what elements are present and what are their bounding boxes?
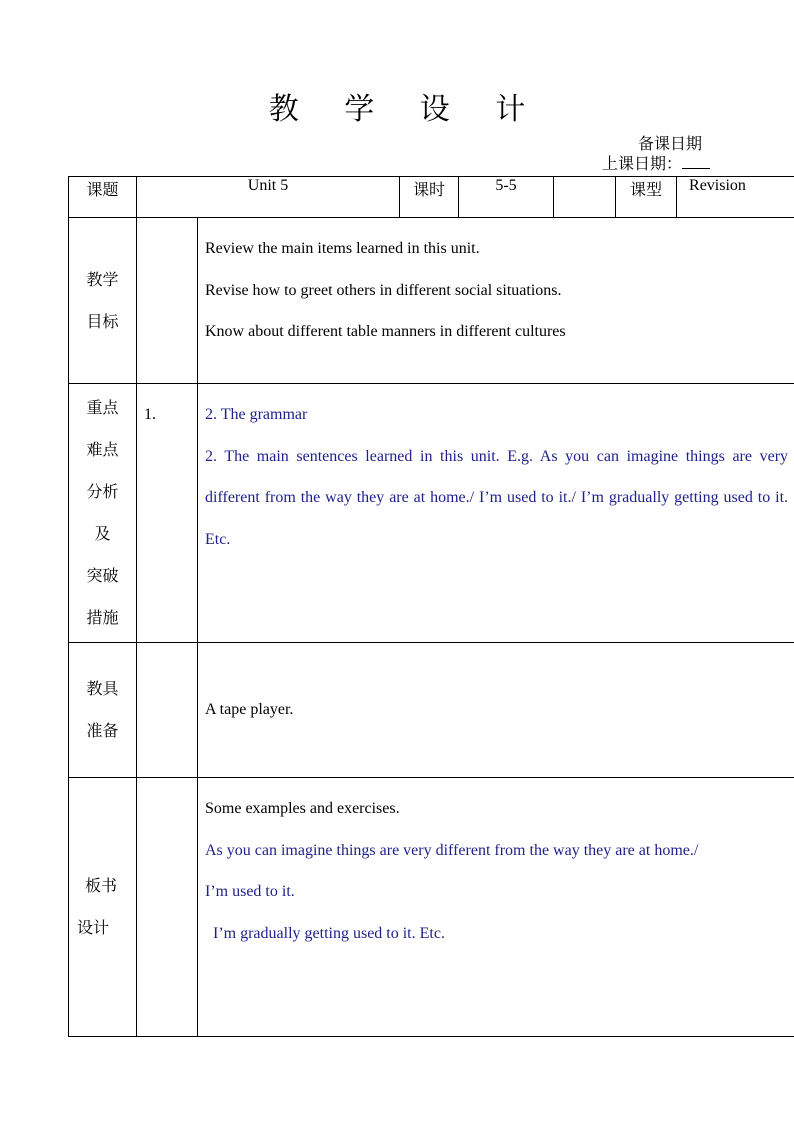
materials-label [69, 643, 137, 778]
key-points-row [69, 384, 794, 643]
board-content [198, 778, 794, 1037]
key-points-label [69, 384, 137, 643]
materials-label-line2: 准备 [86, 721, 119, 740]
materials-content: A tape player. [198, 643, 794, 778]
board-row [69, 778, 794, 1037]
page-title: 教 学 设 计 [268, 92, 544, 127]
board-label-line2: 设计 [77, 918, 110, 937]
objectives-content [198, 218, 794, 384]
key-points-label-line: 难点 [86, 440, 119, 459]
blank-cell [554, 177, 616, 218]
key-points-label-line: 及 [94, 524, 111, 543]
objective-line: Review the main items learned in this unit. [205, 240, 480, 257]
board-line: Some examples and exercises. [205, 800, 400, 817]
board-line: I’m used to it. [205, 883, 295, 900]
lesson-plan-table [68, 176, 794, 1037]
board-label-line1: 板书 [85, 876, 118, 895]
materials-empty-cell [137, 643, 198, 778]
class-date-field [580, 154, 720, 174]
objective-line: Know about different table manners in different cultures [205, 323, 566, 340]
type-value: Revision [677, 177, 794, 218]
key-points-label-line: 分析 [86, 482, 119, 501]
key-points-number: 1. [137, 384, 198, 643]
objectives-row [69, 218, 794, 384]
materials-label-line1: 教具 [86, 679, 119, 698]
class-date-blank[interactable] [682, 154, 710, 169]
materials-row [69, 643, 794, 778]
topic-value: Unit 5 [137, 177, 400, 218]
period-label: 课时 [400, 177, 459, 218]
key-points-content [198, 384, 794, 643]
objectives-label [69, 218, 137, 384]
header-row [69, 177, 794, 218]
objectives-label-line2: 目标 [86, 311, 119, 331]
objectives-label-line1: 教学 [86, 269, 119, 289]
date-fields [580, 134, 720, 174]
objectives-empty-cell [137, 218, 198, 384]
board-empty-cell [137, 778, 198, 1037]
key-points-label-line: 突破 [86, 566, 119, 585]
key-points-label-line: 重点 [86, 398, 119, 417]
topic-label: 课题 [69, 177, 137, 218]
type-label: 课型 [616, 177, 677, 218]
board-label [69, 778, 137, 1037]
key-point-grammar: 2. The grammar [205, 406, 308, 423]
key-point-sentences: 2. The main sentences learned in this unit. E.g. As you can imagine things are very different from the way they are at home./ I’m used to it./ I’m gradually getting used to it. Etc. [205, 447, 789, 548]
objective-line: Revise how to greet others in different social situations. [205, 281, 562, 299]
prep-date-label: 备课日期 [637, 134, 702, 153]
class-date-label: 上课日期： [602, 154, 683, 173]
board-line: As you can imagine things are very different from the way they are at home./ [205, 841, 699, 859]
board-line: I’m gradually getting used to it. Etc. [205, 924, 445, 942]
period-value: 5-5 [459, 177, 554, 218]
key-points-label-line: 措施 [86, 608, 119, 627]
